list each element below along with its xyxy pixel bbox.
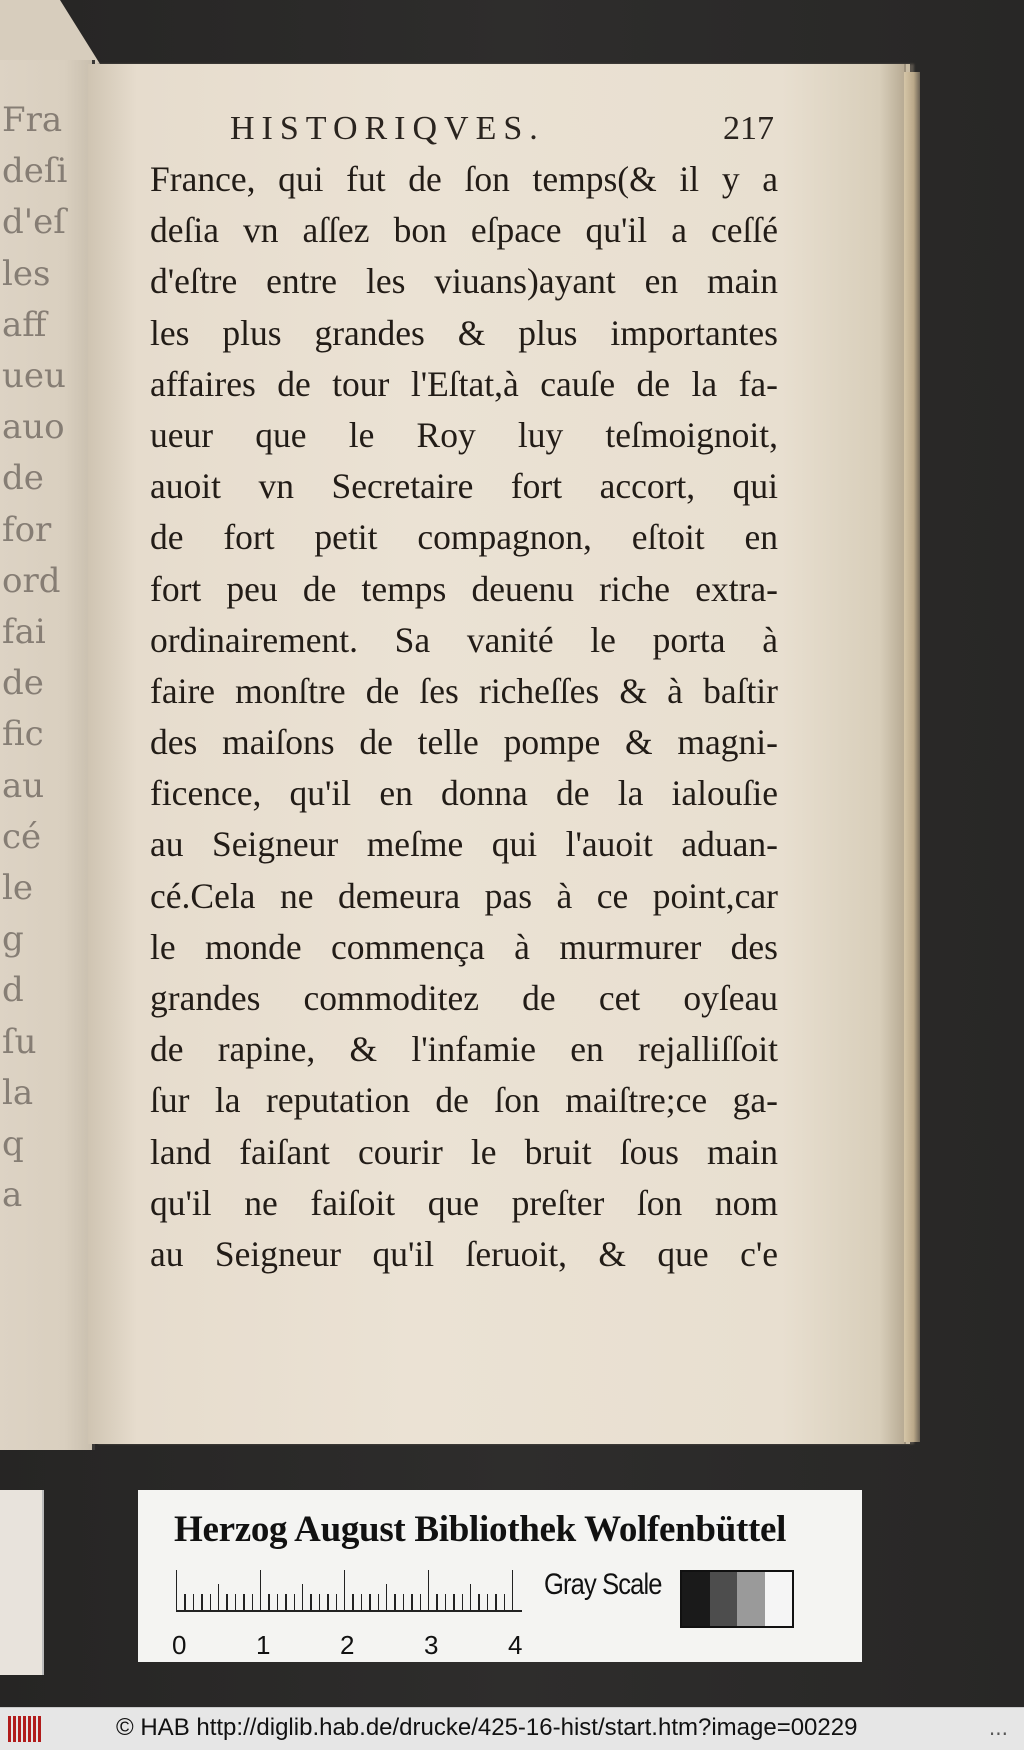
ruler-tick [319, 1594, 320, 1610]
gray-scale-label: Gray Scale [544, 1568, 662, 1601]
ruler-tick [285, 1594, 286, 1610]
text-line: d'eſtre entre les viuans)ayant en main [150, 261, 778, 302]
text-line: ordinairement. Sa vanité le porta à [150, 619, 778, 660]
text-line: des maiſons de telle pompe & magni- [150, 722, 778, 763]
text-line: ficence, qu'il en donna de la ialouſie [150, 773, 778, 814]
page-number: 217 [723, 110, 774, 147]
footer-url[interactable]: © HAB http://diglib.hab.de/drucke/425-16-hist/start.htm?image=00229 [116, 1714, 858, 1741]
text-line: deſia vn aſſez bon eſpace qu'il a ceſſé [150, 210, 778, 251]
ruler-tick [495, 1594, 496, 1610]
text-line: land faiſant courir le bruit ſous main [150, 1131, 778, 1172]
text-line: auoit vn Secretaire fort accort, qui [150, 466, 778, 507]
ruler-tick [394, 1594, 395, 1610]
text-line: ueur que le Roy luy teſmoignoit, [150, 414, 778, 455]
more-icon[interactable]: ... [988, 1716, 1008, 1740]
gray-swatch [682, 1572, 710, 1626]
gray-swatch [710, 1572, 738, 1626]
text-line: ſur la reputation de ſon maiſtre;ce ga- [150, 1080, 778, 1121]
ruler-number: 0 [172, 1630, 187, 1660]
left-page-fragment: les [2, 253, 51, 294]
text-line: grandes commoditez de cet oyſeau [150, 978, 778, 1018]
ruler-tick [512, 1570, 513, 1610]
page-text [150, 154, 778, 1280]
text-line: cé.Cela ne demeura pas à ce point,car [150, 875, 778, 916]
text-line: les plus grandes & plus importantes [150, 312, 778, 353]
left-card-edge [0, 1490, 44, 1675]
left-page-fragment: Fra [2, 100, 63, 140]
ruler-tick [436, 1594, 437, 1610]
ruler-tick [327, 1594, 328, 1610]
ruler-tick [487, 1594, 488, 1610]
ruler-tick [193, 1594, 194, 1610]
ruler-tick [352, 1594, 353, 1610]
ruler-number: 2 [340, 1630, 355, 1660]
left-page [0, 60, 95, 1450]
ruler-tick [210, 1594, 211, 1610]
ruler-tick [294, 1594, 295, 1610]
text-line: fort peu de temps deuenu riche extra- [150, 568, 778, 609]
left-page-fragment: fai [2, 612, 46, 652]
library-name: Herzog August Bibliothek Wolfenbüttel [174, 1509, 787, 1550]
ruler-tick [235, 1594, 236, 1610]
text-line: de fort petit compagnon, eſtoit en [150, 517, 778, 558]
ruler-tick [243, 1594, 244, 1610]
page-edge [904, 72, 920, 1442]
left-page-fragment: g [2, 919, 24, 960]
ruler-tick [420, 1594, 421, 1610]
ruler-tick [470, 1584, 471, 1610]
ruler-tick [260, 1570, 261, 1610]
left-page-fragment: le [2, 868, 33, 908]
ruler-tick [478, 1594, 479, 1610]
left-page-fragment: deſi [2, 151, 68, 192]
hab-logo-icon [8, 1716, 48, 1742]
gray-swatch [737, 1572, 765, 1626]
left-page-fragment: d [2, 970, 24, 1011]
ruler-tick [411, 1594, 412, 1610]
left-page-fragment: cé [2, 816, 42, 857]
ruler-tick [361, 1594, 362, 1610]
left-page-fragment: for [2, 509, 52, 550]
ruler-tick [277, 1594, 278, 1610]
ruler-tick [428, 1570, 429, 1610]
ruler-tick [176, 1570, 177, 1610]
text-line: au Seigneur meſme qui l'auoit aduan- [150, 824, 778, 865]
ruler-tick [453, 1594, 454, 1610]
text-line: faire monſtre de ſes richeſſes & à baſtir [150, 670, 778, 711]
text-line: France, qui fut de ſon temps(& il y a [150, 159, 778, 199]
ruler-tick [226, 1594, 227, 1610]
ruler-tick [218, 1584, 219, 1610]
gray-scale-swatches [680, 1570, 794, 1628]
ruler-tick [201, 1594, 202, 1610]
left-page-fragment: ord [2, 560, 61, 601]
ruler-tick [268, 1594, 269, 1610]
ruler-tick [302, 1584, 303, 1610]
ruler-tick [344, 1570, 345, 1610]
gray-swatch [765, 1572, 793, 1626]
left-page-fragment: au [2, 765, 45, 806]
ruler-baseline [176, 1610, 522, 1612]
left-page-fragment: aff [2, 304, 47, 345]
footer-bar [0, 1707, 1024, 1750]
left-page-fragment: q [2, 1124, 24, 1164]
left-page-fragment: d'eſ [2, 202, 66, 243]
ruler-tick [462, 1594, 463, 1610]
ruler-number: 4 [508, 1630, 523, 1660]
ruler-tick [184, 1594, 185, 1610]
left-page-fragment: fic [2, 714, 44, 755]
left-page-fragment: auo [2, 407, 65, 448]
ruler-tick [445, 1594, 446, 1610]
text-line: de rapine, & l'infamie en rejalliſſoit [150, 1029, 778, 1070]
ruler-tick [310, 1594, 311, 1610]
left-page-fragment: ſu [2, 1021, 37, 1062]
left-page-fragment: la [2, 1072, 34, 1113]
ruler-tick [386, 1584, 387, 1610]
ruler-tick [403, 1594, 404, 1610]
ruler-tick [369, 1594, 370, 1610]
text-line: au Seigneur qu'il ſeruoit, & que c'e [150, 1233, 778, 1274]
left-page-fragment: de [2, 458, 44, 499]
ruler-number: 3 [424, 1630, 439, 1660]
ruler-tick [252, 1594, 253, 1610]
running-title: HISTORIQVES. [230, 110, 545, 147]
ruler-tick [336, 1594, 337, 1610]
ruler-tick [504, 1594, 505, 1610]
text-line: affaires de tour l'Eſtat,à cauſe de la fa- [150, 363, 778, 404]
text-line: qu'il ne faiſoit que preſter ſon nom [150, 1182, 778, 1223]
left-page-fragment: de [2, 663, 44, 704]
ruler-number: 1 [256, 1630, 271, 1660]
ruler-tick [378, 1594, 379, 1610]
left-page-fragment: ueu [2, 356, 66, 396]
text-line: le monde commença à murmurer des [150, 926, 778, 967]
left-page-fragment: a [2, 1175, 23, 1216]
running-head [140, 110, 780, 160]
ruler [176, 1570, 522, 1620]
